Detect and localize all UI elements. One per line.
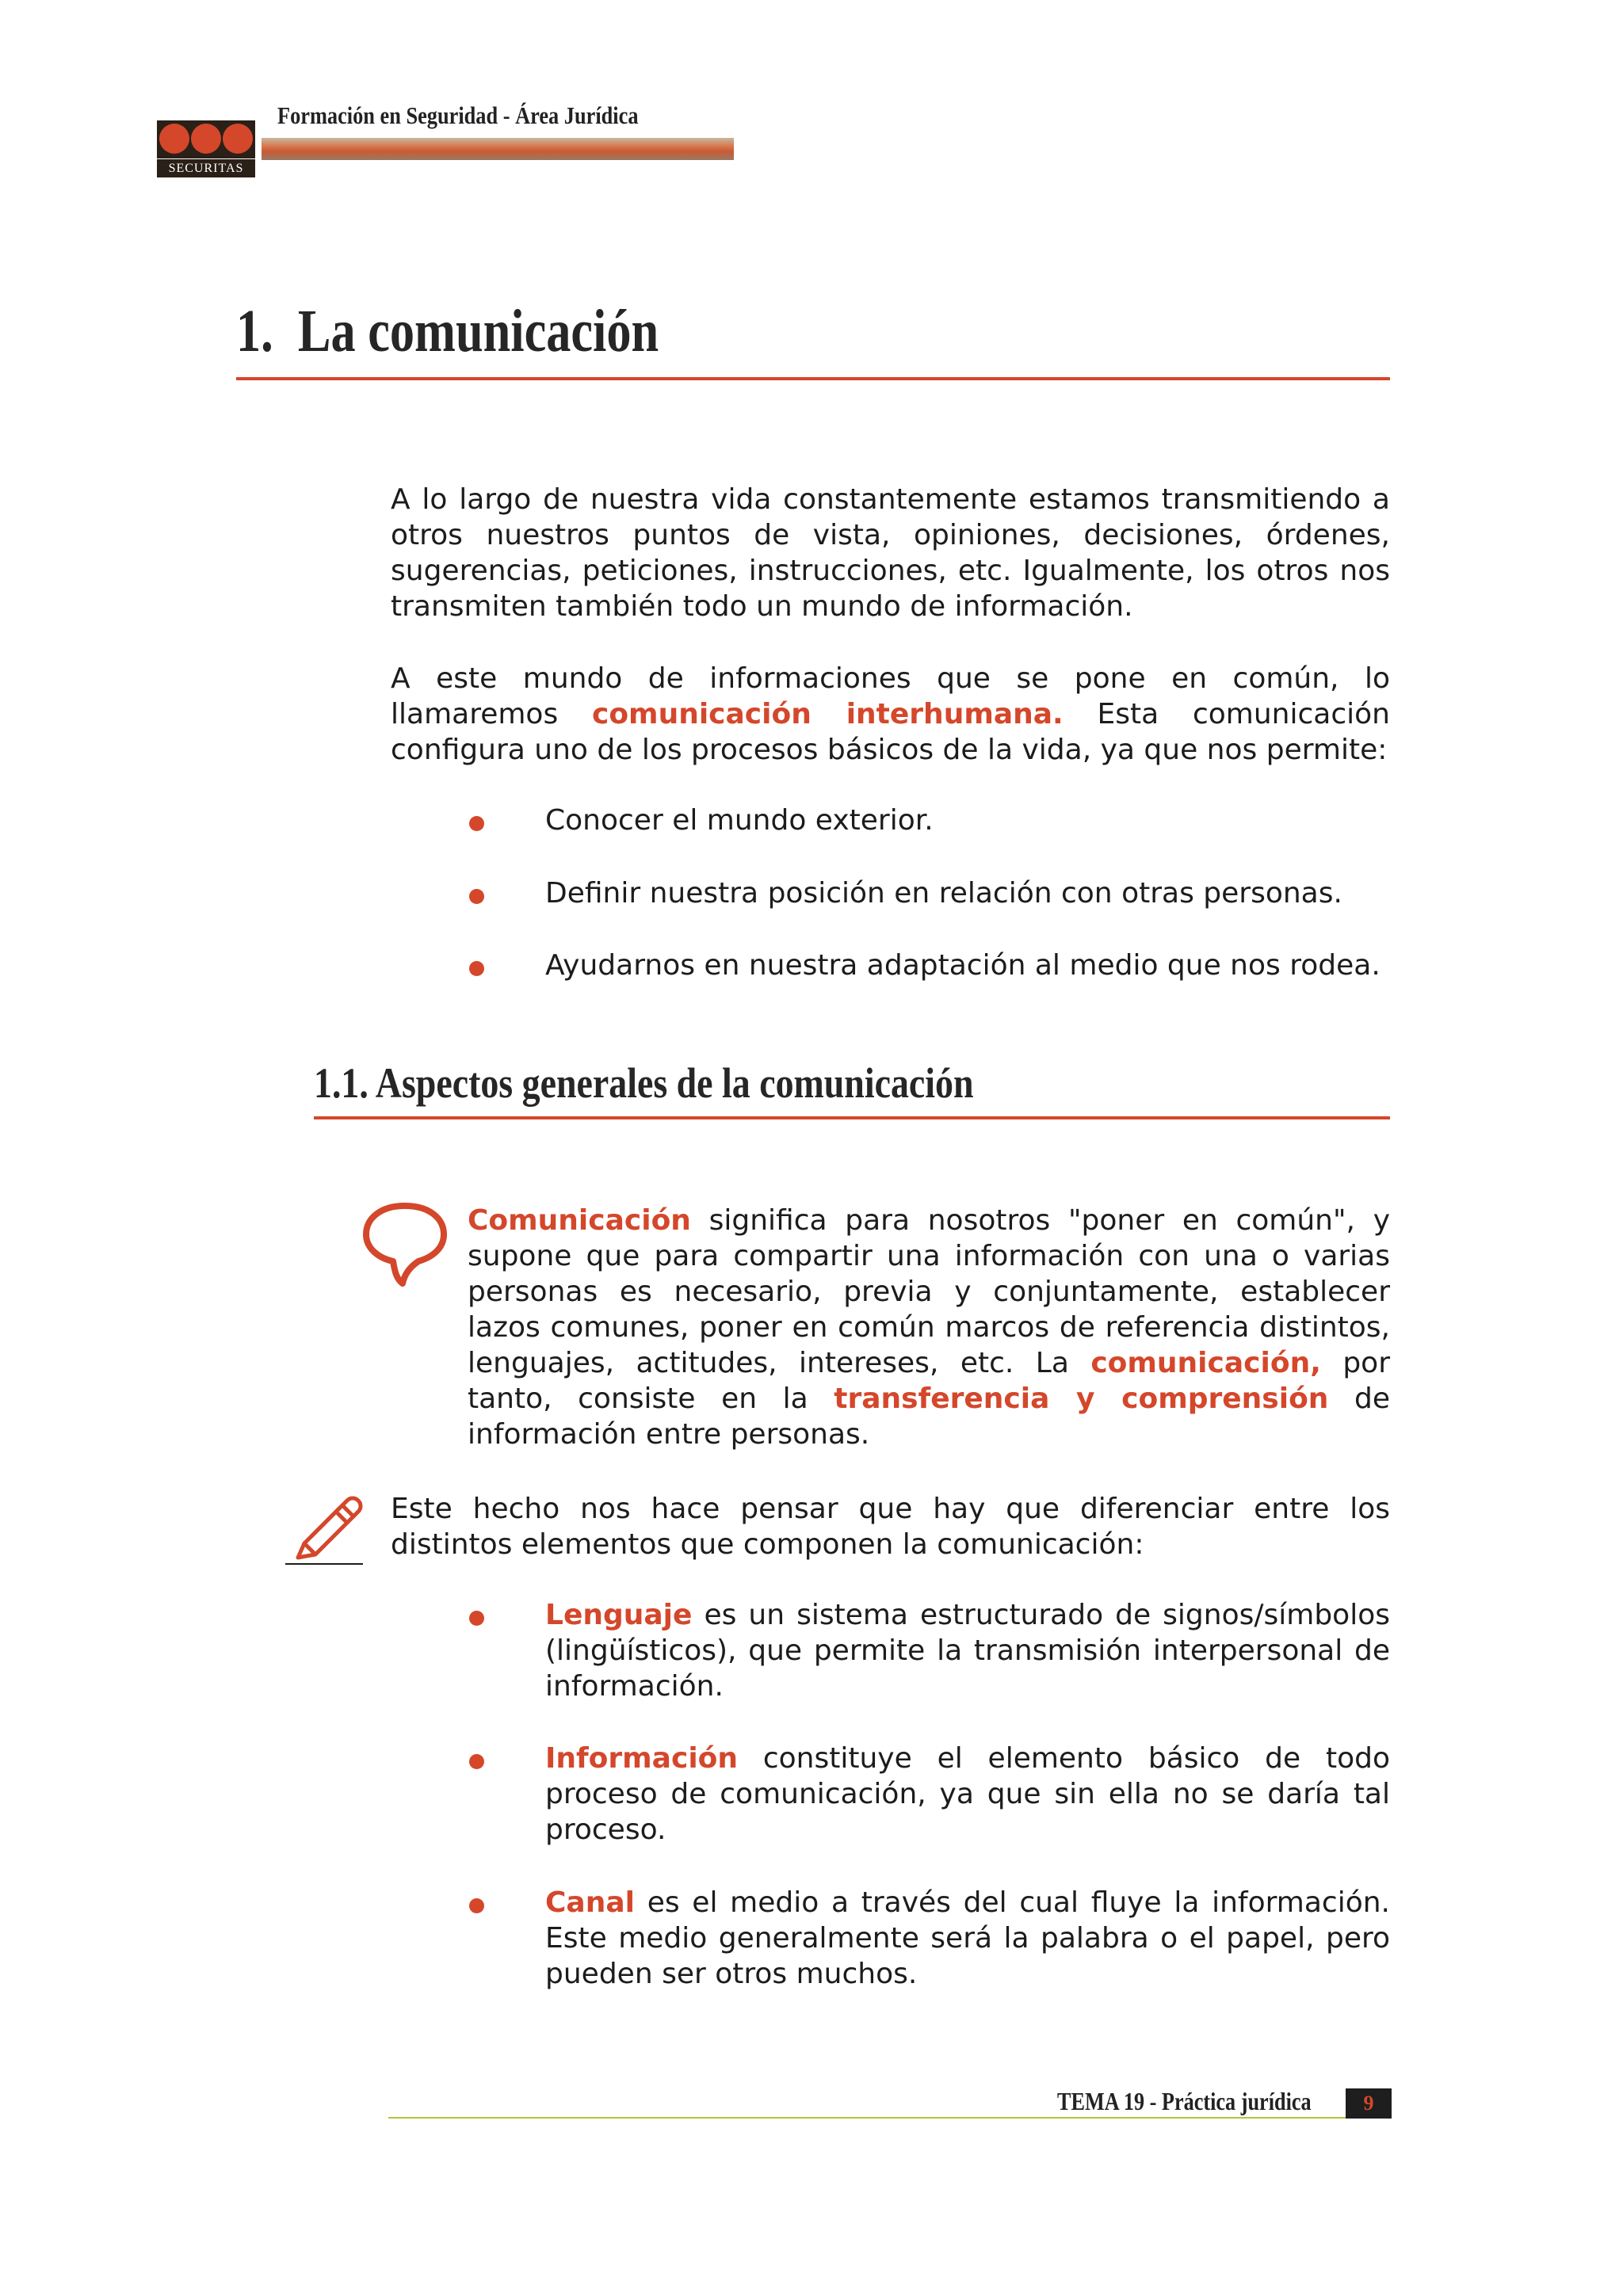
pencil-icon bbox=[284, 1486, 365, 1567]
list-term: Información bbox=[545, 1742, 739, 1775]
list-item: Definir nuestra posición en relación con otras personas. bbox=[545, 877, 1342, 910]
list-item: Ayudarnos en nuestra adaptación al medio que nos rodea. bbox=[545, 949, 1381, 982]
securitas-logo bbox=[157, 120, 255, 177]
list-text: es un sistema estructurado de signos/símbolos (lingüísticos), que permite la transmisión interpersonal de información. bbox=[545, 1599, 1390, 1703]
definition-paragraph bbox=[468, 1203, 1390, 1452]
highlight-term: transferencia y comprensión bbox=[834, 1383, 1329, 1415]
intro-paragraph: A lo largo de nuestra vida constantemente estamos transmitiendo a otros nuestros puntos de vista, opiniones, decisiones, órdenes, sugerencias, peticiones, instrucciones, etc. Igualmente, los otros nos transmiten también todo un mundo de información. bbox=[391, 483, 1390, 623]
highlight-term: comunicación, bbox=[1090, 1347, 1321, 1379]
bullet bbox=[469, 816, 484, 831]
list-text: es el medio a través del cual fluye la información. Este medio generalmente será la palabra o el papel, pero pueden ser otros muchos. bbox=[545, 1886, 1390, 1990]
list-item: Conocer el mundo exterior. bbox=[545, 804, 934, 837]
interhuman-paragraph bbox=[391, 661, 1390, 768]
paragraph-text: significa para nosotros "poner en común", y supone que para compartir una información con una o varias personas es necesario, previa y conjuntamente, establecer lazos comunes, poner en común marcos de referencia distintos, lenguajes, actitudes, intereses, etc. La bbox=[468, 1204, 1390, 1379]
section-divider bbox=[236, 377, 1390, 380]
paragraph-text: Esta comunicación configura uno de los procesos básicos de la vida, ya que nos permite: bbox=[391, 698, 1390, 766]
definition-term: Comunicación bbox=[468, 1204, 691, 1237]
bullet bbox=[469, 961, 484, 976]
speech-bubble-icon bbox=[358, 1199, 452, 1288]
paragraph-text: por tanto, consiste en la bbox=[468, 1347, 1390, 1415]
footer-line bbox=[388, 2117, 1347, 2119]
list-item bbox=[545, 1741, 1390, 1848]
paragraph-text: de información entre personas. bbox=[468, 1383, 1390, 1451]
list-item bbox=[545, 1885, 1390, 1992]
paragraph-text: A este mundo de informaciones que se pone en común, lo llamaremos bbox=[391, 662, 1390, 730]
bullet bbox=[469, 1611, 484, 1626]
subsection-divider bbox=[314, 1116, 1390, 1119]
subsection-heading: 1.1. Aspectos generales de la comunicación bbox=[314, 1059, 974, 1107]
header-title: Formación en Seguridad - Área Jurídica bbox=[277, 101, 639, 129]
list-item bbox=[545, 1597, 1390, 1704]
logo-wordmark: SECURITAS bbox=[157, 159, 255, 177]
list-term: Canal bbox=[545, 1886, 635, 1919]
header-bar bbox=[262, 138, 734, 160]
page-number: 9 bbox=[1346, 2088, 1392, 2119]
bullet bbox=[469, 889, 484, 904]
section-heading bbox=[236, 298, 659, 364]
section-title: La comunicación bbox=[297, 298, 659, 364]
footer-title: TEMA 19 - Práctica jurídica bbox=[1057, 2087, 1312, 2115]
elements-paragraph: Este hecho nos hace pensar que hay que diferenciar entre los distintos elementos que componen la comunicación: bbox=[391, 1493, 1390, 1561]
bullet bbox=[469, 1754, 484, 1769]
list-text: constituye el elemento básico de todo proceso de comunicación, ya que sin ella no se daría tal proceso. bbox=[545, 1742, 1390, 1846]
section-number: 1. bbox=[236, 298, 273, 364]
highlight-term: comunicación interhumana. bbox=[591, 698, 1064, 730]
bullet bbox=[469, 1898, 484, 1913]
list-term: Lenguaje bbox=[545, 1599, 693, 1631]
